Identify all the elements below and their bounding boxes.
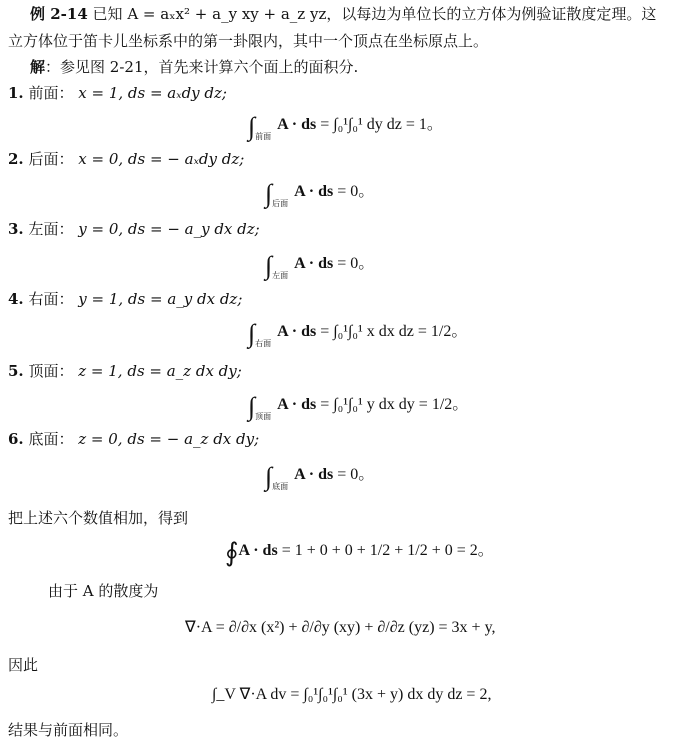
face-5-integral: $\int_{顶面}A$ · ds = ∫₀¹∫₀¹ y dx dy = 1/2。	[248, 392, 469, 421]
face-rhs: = 0。	[337, 255, 375, 272]
example-text-1: 已知 A = aₓx² + a_y xy + a_z yz，以每边为单位长的立方体为例验证散度定理。这	[92, 5, 657, 23]
face-number: 4.	[8, 290, 24, 308]
example-line-1	[30, 4, 656, 24]
solution-label: 解	[30, 58, 46, 76]
integrand: A · ds	[277, 396, 317, 413]
example-label: 例 2-14	[30, 5, 88, 23]
face-subscript: 前面	[255, 132, 272, 141]
sum-rhs: = 1 + 0 + 0 + 1/2 + 1/2 + 0 = 2。	[281, 542, 494, 559]
face-number: 6.	[8, 430, 24, 448]
face-1-integral: $\int_{前面}A$ · ds = ∫₀¹∫₀¹ dy dz = 1。	[248, 112, 443, 141]
solution-text: ：参见图 2-21，首先来计算六个面上的面积分.	[45, 58, 359, 76]
face-1-condition: 1. 前面： x = 1, ds = aₓdy dz;	[8, 84, 227, 102]
face-5-condition: 5. 顶面： z = 1, ds = a_z dx dy;	[8, 362, 242, 380]
face-6-condition: 6. 底面： z = 0, ds = − a_z dx dy;	[8, 430, 260, 448]
face-4-integral: $\int_{右面}A$ · ds = ∫₀¹∫₀¹ x dx dz = 1/2。	[248, 319, 468, 348]
face-name: 底面	[28, 430, 59, 448]
face-subscript: 左面	[272, 271, 289, 280]
sum-integrand: A · ds	[238, 542, 278, 559]
sum-equation: ∮A · ds = 1 + 0 + 0 + 1/2 + 1/2 + 0 = 2。	[225, 538, 494, 567]
face-rhs: = 0。	[337, 183, 375, 200]
face-subscript: 后面	[272, 199, 289, 208]
integrand: A · ds	[277, 323, 317, 340]
integrand: A · ds	[294, 466, 334, 483]
face-name: 前面	[28, 84, 59, 102]
face-cond: z = 1, ds = a_z dx dy;	[78, 362, 242, 380]
face-2-condition: 2. 后面： x = 0, ds = − aₓdy dz;	[8, 150, 245, 168]
face-subscript: 顶面	[255, 412, 272, 421]
face-cond: y = 0, ds = − a_y dx dz;	[78, 220, 260, 238]
face-subscript: 右面	[255, 339, 272, 348]
face-number: 2.	[8, 150, 24, 168]
face-3-condition: 3. 左面： y = 0, ds = − a_y dx dz;	[8, 220, 260, 238]
face-name: 左面	[28, 220, 59, 238]
face-subscript: 底面	[272, 482, 289, 491]
sum-intro: 把上述六个数值相加，得到	[8, 509, 189, 527]
face-rhs: = ∫₀¹∫₀¹ y dx dy = 1/2。	[320, 396, 469, 413]
face-rhs: = ∫₀¹∫₀¹ x dx dz = 1/2。	[320, 323, 468, 340]
face-number: 3.	[8, 220, 24, 238]
face-6-integral: $\int_{底面}A$ · ds = 0。	[265, 462, 375, 491]
face-cond: y = 1, ds = a_y dx dz;	[78, 290, 243, 308]
face-name: 顶面	[28, 362, 59, 380]
face-2-integral: $\int_{后面}A$ · ds = 0。	[265, 179, 375, 208]
integrand: A · ds	[277, 116, 317, 133]
integrand: A · ds	[294, 255, 334, 272]
face-name: 后面	[28, 150, 59, 168]
face-number: 1.	[8, 84, 24, 102]
face-cond: x = 1, ds = aₓdy dz;	[78, 84, 227, 102]
example-line-2: 立方体位于笛卡儿坐标系中的第一卦限内，其中一个顶点在坐标原点上。	[8, 32, 489, 50]
conclusion: 结果与前面相同。	[8, 721, 129, 739]
face-name: 右面	[28, 290, 59, 308]
face-number: 5.	[8, 362, 24, 380]
face-3-integral: $\int_{左面}A$ · ds = 0。	[265, 251, 375, 280]
volume-integral-equation: ∫_V ∇·A dv = ∫₀¹∫₀¹∫₀¹ (3x + y) dx dy dz = 2,	[212, 686, 492, 703]
face-rhs: = ∫₀¹∫₀¹ dy dz = 1。	[320, 116, 443, 133]
integrand: A · ds	[294, 183, 334, 200]
face-cond: z = 0, ds = − a_z dx dy;	[78, 430, 260, 448]
div-intro: 由于 A 的散度为	[48, 582, 159, 600]
face-4-condition: 4. 右面： y = 1, ds = a_y dx dz;	[8, 290, 243, 308]
solution-line	[30, 57, 358, 77]
therefore: 因此	[8, 656, 39, 674]
face-cond: x = 0, ds = − aₓdy dz;	[78, 150, 245, 168]
divergence-equation: ∇·A = ∂/∂x (x²) + ∂/∂y (xy) + ∂/∂z (yz) = 3x + y,	[185, 619, 496, 636]
face-rhs: = 0。	[337, 466, 375, 483]
